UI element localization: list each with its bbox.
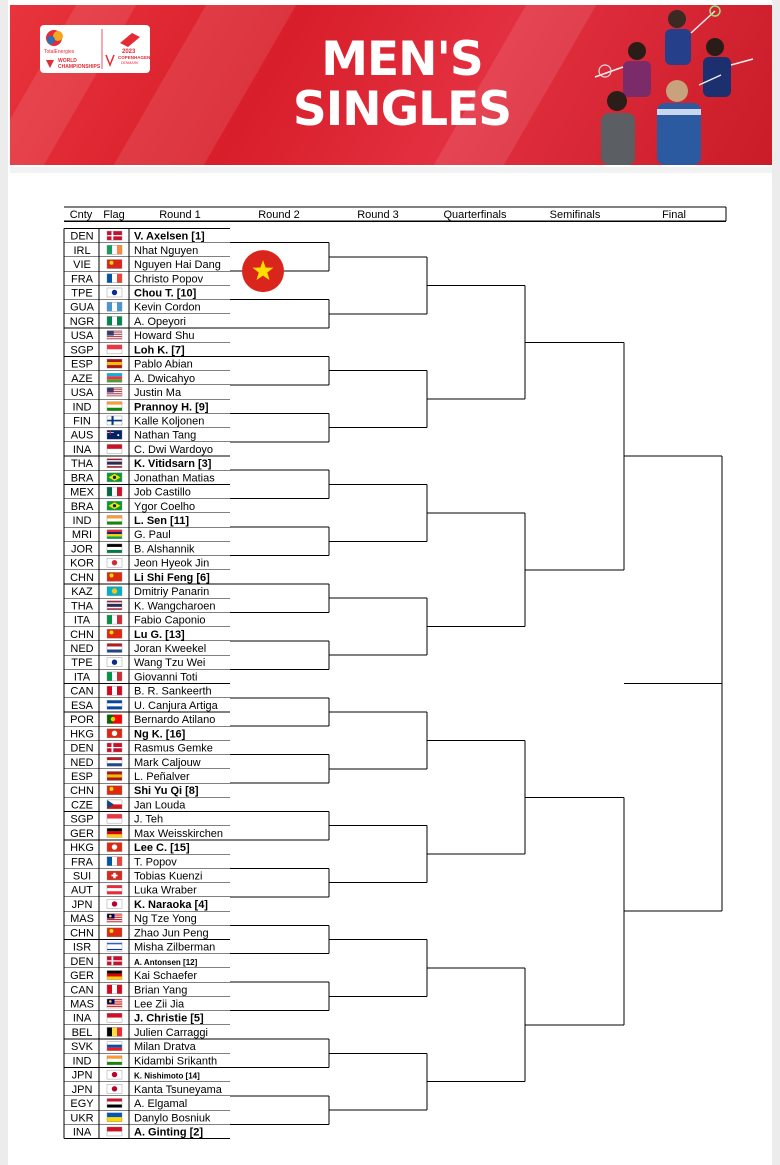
player-name: Kai Schaefer (134, 970, 197, 983)
flag-fra-icon (107, 857, 122, 866)
flag-tha-icon (107, 459, 122, 468)
flag-ita-icon (107, 672, 122, 681)
country-code: FIN (73, 415, 91, 428)
header-flag: Flag (103, 209, 125, 221)
flag-chn-icon (107, 786, 122, 795)
player-name: B. Alshannik (134, 543, 195, 556)
country-code: TPE (71, 287, 93, 300)
country-code: GER (70, 827, 94, 840)
country-code: VIE (73, 259, 91, 272)
player-name: Kanta Tsuneyama (134, 1083, 222, 1096)
flag-ger-icon (107, 971, 122, 980)
flag-ind-icon (107, 1056, 122, 1065)
logo-year: 2023 (122, 49, 136, 55)
flag-can-icon (107, 985, 122, 994)
player-name: K. Nishimoto [14] (134, 1071, 200, 1081)
flag-irl-icon (107, 245, 122, 254)
vietnam-flag-star-icon (242, 250, 284, 292)
flag-hkg-icon (107, 843, 122, 852)
country-code: JPN (71, 898, 93, 911)
flag-jor-icon (107, 544, 122, 553)
header-round-3: Round 3 (357, 209, 399, 221)
player-name: L. Sen [11] (134, 515, 190, 528)
flag-chn-icon (107, 629, 122, 638)
player-name: Ygor Coelho (134, 500, 196, 513)
player-name: Misha Zilberman (134, 941, 216, 954)
flag-fra-icon (107, 274, 122, 283)
player-name: Li Shi Feng [6] (134, 571, 210, 584)
player-name: K. Wangcharoen (134, 600, 216, 613)
country-code: NGR (69, 315, 95, 328)
player-name: Bernardo Atilano (134, 714, 216, 727)
country-code: AUT (71, 884, 93, 897)
flag-mri-icon (107, 530, 122, 539)
flag-chn-icon (107, 572, 122, 581)
country-code: BRA (70, 472, 94, 485)
country-code: CHN (70, 628, 94, 641)
flag-sui-icon (107, 871, 122, 880)
country-code: KOR (70, 557, 94, 570)
flag-cze-icon (107, 800, 122, 809)
flag-fin-icon (107, 416, 122, 425)
player-name: Loh K. [7] (134, 344, 185, 357)
player-name: A. Elgamal (134, 1098, 188, 1111)
country-code: CHN (70, 785, 94, 798)
country-code: INA (72, 443, 92, 456)
country-code: MRI (71, 529, 93, 542)
country-code: CHN (70, 571, 94, 584)
flag-esp-icon (107, 771, 122, 780)
player-name: A. Opeyori (134, 315, 186, 328)
logo-country: DENMARK (121, 61, 139, 65)
country-code: DEN (70, 742, 94, 755)
country-code: THA (71, 458, 93, 471)
flag-den-icon (107, 956, 122, 965)
flag-bra-icon (107, 473, 122, 482)
country-code: INA (72, 1126, 92, 1139)
country-code: IRL (73, 244, 91, 257)
logo-championships: CHAMPIONSHIPS (58, 64, 101, 70)
player-name: Shi Yu Qi [8] (134, 785, 199, 798)
country-code: DEN (70, 955, 94, 968)
player-name: Danylo Bosniuk (134, 1112, 211, 1125)
country-code: AUS (70, 429, 94, 442)
player-name: Joran Kweekel (134, 642, 207, 655)
country-code: MAS (70, 998, 94, 1011)
country-code: ITA (73, 671, 91, 684)
player-name: Julien Carraggi (134, 1026, 208, 1039)
flag-jpn-icon (107, 899, 122, 908)
flag-mex-icon (107, 487, 122, 496)
country-code: MEX (70, 486, 94, 499)
header-round-2: Round 2 (258, 209, 300, 221)
flag-ger-icon (107, 828, 122, 837)
flag-tpe-icon (107, 288, 122, 297)
header-semifinals: Semifinals (549, 209, 601, 221)
player-name: Milan Dratva (134, 1041, 196, 1054)
country-code: FRA (71, 273, 93, 286)
player-name: Luka Wraber (134, 884, 197, 897)
flag-egy-icon (107, 1099, 122, 1108)
country-code: POR (70, 714, 94, 727)
flag-mas-icon (107, 999, 122, 1008)
flag-den-icon (107, 743, 122, 752)
player-name: Zhao Jun Peng (134, 927, 209, 940)
flag-svk-icon (107, 1042, 122, 1051)
player-name: Rasmus Gemke (134, 742, 213, 755)
player-name: Chou T. [10] (134, 287, 197, 300)
country-code: USA (70, 330, 94, 343)
player-name: Wang Tzu Wei (134, 657, 206, 670)
player-name: Nathan Tang (134, 429, 197, 442)
country-code: GUA (70, 301, 94, 314)
country-code: KAZ (71, 586, 93, 599)
title-line-2: SINGLES (292, 82, 512, 137)
country-code: SGP (70, 344, 94, 357)
flag-kor-icon (107, 558, 122, 567)
player-name: Lee Zii Jia (134, 998, 185, 1011)
player-name: J. Christie [5] (134, 1012, 204, 1025)
player-name: Max Weisskirchen (134, 827, 224, 840)
flag-tha-icon (107, 601, 122, 610)
player-name: Brian Yang (134, 984, 188, 997)
flag-can-icon (107, 686, 122, 695)
logo-city: COPENHAGEN (118, 55, 150, 60)
player-name: Prannoy H. [9] (134, 401, 209, 414)
player-name: Howard Shu (134, 330, 195, 343)
player-name: Kalle Koljonen (134, 415, 205, 428)
player-name: Christo Popov (134, 273, 204, 286)
flag-gua-icon (107, 302, 122, 311)
flag-ina-icon (107, 1127, 122, 1136)
flag-por-icon (107, 715, 122, 724)
country-code: SGP (70, 813, 94, 826)
flag-ita-icon (107, 615, 122, 624)
flag-bel-icon (107, 1027, 122, 1036)
flag-ngr-icon (107, 316, 122, 325)
player-name: Jeon Hyeok Jin (134, 557, 210, 570)
flag-ned-icon (107, 757, 122, 766)
country-code: USA (70, 387, 94, 400)
flag-aut-icon (107, 885, 122, 894)
country-code: BEL (71, 1026, 93, 1039)
country-code: CZE (71, 799, 93, 812)
country-code: IND (72, 1055, 92, 1068)
flag-vie-icon (107, 260, 122, 269)
player-name: Kevin Cordon (134, 301, 201, 314)
header-final: Final (662, 209, 686, 221)
flag-isr-icon (107, 942, 122, 951)
country-code: NED (70, 756, 94, 769)
player-name: Lee C. [15] (134, 842, 190, 855)
sponsor-name: TotalEnergies (44, 49, 75, 55)
flag-sgp-icon (107, 814, 122, 823)
flag-ned-icon (107, 643, 122, 652)
country-code: JPN (71, 1069, 93, 1082)
country-code: SUI (72, 870, 92, 883)
flag-sgp-icon (107, 345, 122, 354)
flag-esa-icon (107, 700, 122, 709)
player-name: Giovanni Toti (134, 671, 198, 684)
country-code: MAS (70, 913, 94, 926)
player-name: Ng K. [16] (134, 728, 186, 741)
flag-esp-icon (107, 359, 122, 368)
player-name: T. Popov (134, 856, 177, 869)
player-name: Justin Ma (134, 387, 182, 400)
country-code: CAN (70, 984, 94, 997)
player-name: Nhat Nguyen (134, 244, 199, 257)
country-code: IND (72, 401, 92, 414)
country-code: CAN (70, 685, 94, 698)
flag-kaz-icon (107, 587, 122, 596)
player-name: Nguyen Hai Dang (134, 259, 221, 272)
player-name: A. Ginting [2] (134, 1126, 204, 1139)
flag-usa-icon (107, 331, 122, 340)
flag-bra-icon (107, 501, 122, 510)
country-code: IND (72, 515, 92, 528)
player-name: Jan Louda (134, 799, 186, 812)
flag-aze-icon (107, 373, 122, 382)
player-name: Dmitriy Panarin (134, 586, 210, 599)
flag-mas-icon (107, 914, 122, 923)
header-cnty: Cnty (69, 209, 93, 221)
country-code: GER (70, 970, 94, 983)
logo-world: WORLD (58, 58, 77, 64)
flag-chn-icon (107, 928, 122, 937)
player-name: K. Naraoka [4] (134, 898, 208, 911)
country-code: EGY (70, 1098, 94, 1111)
flag-ind-icon (107, 402, 122, 411)
header-quarterfinals: Quarterfinals (443, 209, 507, 221)
player-name: Kidambi Srikanth (134, 1055, 218, 1068)
player-name: Ng Tze Yong (134, 913, 197, 926)
player-name: Fabio Caponio (134, 614, 206, 627)
country-code: UKR (70, 1112, 94, 1125)
country-code: FRA (71, 856, 93, 869)
flag-den-icon (107, 231, 122, 240)
player-name: Job Castillo (134, 486, 191, 499)
player-name: Tobias Kuenzi (134, 870, 203, 883)
flag-aus-icon (107, 430, 122, 439)
player-name: B. R. Sankeerth (134, 685, 212, 698)
country-code: AZE (71, 372, 93, 385)
country-code: TPE (71, 657, 93, 670)
country-code: ESA (70, 699, 94, 712)
country-code: HKG (70, 842, 94, 855)
flag-ina-icon (107, 1013, 122, 1022)
player-name: Jonathan Matias (134, 472, 215, 485)
country-code: JPN (71, 1083, 93, 1096)
player-name: G. Paul (134, 529, 171, 542)
player-name: Lu G. [13] (134, 628, 185, 641)
flag-hkg-icon (107, 729, 122, 738)
flag-jpn-icon (107, 1084, 122, 1093)
country-code: DEN (70, 230, 94, 243)
header-round-1: Round 1 (159, 209, 201, 221)
flag-jpn-icon (107, 1070, 122, 1079)
player-name: C. Dwi Wardoyo (134, 443, 214, 456)
player-name: K. Vitidsarn [3] (134, 458, 212, 471)
country-code: ESP (70, 770, 94, 783)
country-code: BRA (70, 500, 94, 513)
player-name: U. Canjura Artiga (134, 699, 218, 712)
country-code: HKG (70, 728, 94, 741)
country-code: ISR (72, 941, 92, 954)
player-name: A. Dwicahyo (134, 372, 196, 385)
flag-tpe-icon (107, 658, 122, 667)
country-code: CHN (70, 927, 94, 940)
country-code: SVK (70, 1041, 94, 1054)
country-code: JOR (71, 543, 93, 556)
country-code: NED (70, 642, 94, 655)
country-code: ITA (73, 614, 91, 627)
flag-ina-icon (107, 444, 122, 453)
player-name: L. Peñalver (134, 770, 190, 783)
player-name: Mark Caljouw (134, 756, 201, 769)
player-name: J. Teh (134, 813, 164, 826)
player-name: A. Antonsen [12] (134, 957, 198, 967)
flag-usa-icon (107, 388, 122, 397)
flag-ind-icon (107, 516, 122, 525)
flag-ukr-icon (107, 1113, 122, 1122)
country-code: INA (72, 1012, 92, 1025)
country-code: ESP (70, 358, 94, 371)
title-line-1: MEN'S (321, 32, 483, 87)
player-name: V. Axelsen [1] (134, 230, 205, 243)
player-name: Pablo Abian (134, 358, 193, 371)
country-code: THA (71, 600, 93, 613)
